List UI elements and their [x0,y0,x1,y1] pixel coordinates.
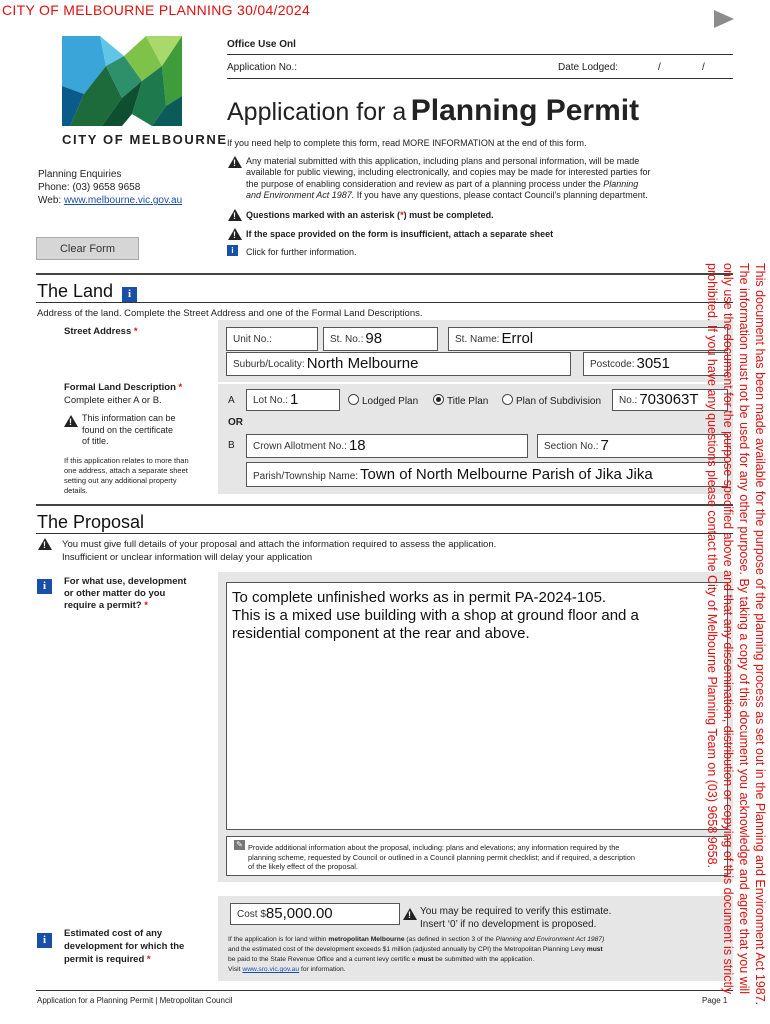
additional-info-line: of the likely effect of the proposal. [248,862,358,872]
notice-line: If you have any questions, please contact Council’s planning department. [354,190,648,201]
city-of-melbourne-logo [62,36,182,126]
planning-stamp: CITY OF MELBOURNE PLANNING 30/04/2024 [2,2,311,18]
footer-title: Application for a Planning Permit | Metropolitan Council [37,996,233,1005]
levy-text: be paid to the State Revenue Office and a current levy certific e [228,956,418,963]
use-question [64,576,186,612]
watermark-line: only use the document for the purpose specified above and that any dissemination, distribution or copying of this document is strictly [721,263,735,994]
or-divider: OR [228,417,243,428]
warning-icon [228,207,242,225]
enquiries-label: Planning Enquiries [38,169,122,180]
certificate-note [82,413,176,448]
warning-icon [38,536,52,554]
notice-act-name: Planning [603,178,639,189]
required-asterisk: * [146,954,151,965]
title-main: Planning Permit [410,94,640,127]
additional-info-line: Provide additional information about the proposal, including: plans and elevations; any information required by the [248,843,620,852]
use-answer-line: residential component at the rear and above. [232,625,530,642]
use-question-line: or other matter do you [64,588,166,599]
title-prefix: Application for a [227,98,407,126]
web-link[interactable]: www.melbourne.vic.gov.au [63,195,183,206]
info-icon[interactable]: i [227,245,238,256]
logo-wordmark: CITY OF MELBOURNE [62,132,228,147]
required-asterisk: * [133,326,138,337]
cost-question-line: Estimated cost of any [64,928,163,939]
verify-note-line: Insert ‘0’ if no development is proposed. [420,919,597,930]
lot-no-label: Lot No.: [253,395,289,407]
web-label: Web: [38,195,62,206]
levy-note [228,935,730,975]
proposal-warning [62,539,496,564]
application-no-label: Application No.: [227,62,298,73]
street-number-value: 98 [365,330,383,347]
notice-line: the purpose of enabling consideration and review as part of a planning process under the [246,178,601,189]
street-address-text: Street Address [64,326,132,337]
proposal-warning-line: You must give full details of your proposal and attach the information required to assess the application. [62,539,497,550]
title-plan-label: Title Plan [447,396,489,407]
levy-text: and the estimated cost of the development exceeds $1 million (adjusted annually by CPI) the Metropolitan Planning Levy [228,946,587,953]
levy-text: be submitted with the application. [433,956,535,963]
click-info-text: Click for further information. [246,247,357,257]
section-no-field[interactable] [537,434,728,458]
plan-of-subdivision-radio[interactable] [502,394,601,407]
option-a-letter: A [228,395,235,406]
lot-no-field[interactable] [246,389,340,411]
certificate-note-line: found on the certificate [82,424,174,435]
clear-form-button[interactable]: Clear Form [36,237,139,260]
date-separator: / [658,62,661,73]
multi-note-line: If this application relates to more than [64,456,189,465]
asterisk-note-text: ) must be completed. [403,210,494,220]
use-answer-line: This is a mixed use building with a shop at ground floor and a [232,607,639,624]
asterisk-symbol: * [400,210,404,220]
verify-note [420,905,611,931]
levy-emphasis: must [417,956,434,963]
public-viewing-notice [246,156,716,202]
street-name-field[interactable] [448,327,728,351]
cost-question-line: development for which the [64,941,185,952]
watermark-line: The information must not be used for any other purpose. By taking a copy of this document you acknowledge and agree that you will [737,263,751,994]
unit-no-label: Unit No.: [233,334,272,346]
use-question-line: require a permit? [64,600,142,611]
parish-field[interactable] [246,462,728,487]
phone-number: Phone: (03) 9658 9658 [38,182,141,193]
street-name-value: Errol [501,330,534,347]
levy-emphasis: must [586,946,603,953]
levy-text: If the application is for land within [228,936,329,943]
cost-label: Cost $ [237,909,266,921]
warning-icon [64,413,78,431]
crown-allotment-label: Crown Allotment No.: [253,441,347,453]
cost-value: 85,000.00 [265,905,333,922]
attachment-icon: ✎ [234,840,245,850]
contact-block [38,168,182,207]
street-name-label: St. Name: [455,334,500,346]
sro-link[interactable]: www.sro.vic.gov.au [242,966,300,973]
postcode-label: Postcode: [590,359,635,371]
lodged-plan-label: Lodged Plan [362,396,419,407]
help-text: If you need help to complete this form, read MORE INFORMATION at the end of this form. [227,138,587,148]
multi-note-line: one address, attach a separate sheet [64,466,188,475]
option-b-letter: B [228,440,235,451]
required-asterisk: * [178,382,183,393]
date-separator: / [702,62,705,73]
cost-question [64,927,184,966]
radio-selected-icon [433,394,444,405]
unit-no-field[interactable] [226,327,318,351]
suburb-field[interactable] [226,352,571,376]
plan-number-label: No.: [619,395,638,407]
section-no-label: Section No.: [544,441,599,453]
use-info-icon[interactable]: i [37,576,52,594]
certificate-note-line: This information can be [82,413,176,423]
land-description: Address of the land. Complete the Street Address and one of the Formal Land Descriptions. [37,308,423,319]
levy-text: (as defined in section 3 of the [404,936,496,943]
notice-act-name: and Environment Act 1987. [246,190,355,201]
proposal-section-title: The Proposal [37,512,145,532]
suburb-value: North Melbourne [306,355,419,372]
radio-icon [348,394,359,405]
asterisk-note [246,210,494,220]
additional-info-text [248,843,726,872]
next-page-arrow-icon[interactable] [714,10,734,28]
warning-icon [228,154,242,172]
postcode-value: 3051 [636,355,670,372]
verify-note-line: You may be required to verify this estimate. [420,906,612,917]
warning-icon [403,906,417,924]
street-number-label: St. No.: [330,334,364,346]
levy-text: for information. [299,966,346,973]
lodged-plan-radio[interactable] [348,394,418,407]
formal-description-label [64,381,182,407]
levy-emphasis: metropolitan Melbourne [328,936,405,943]
use-question-line: For what use, development [64,576,187,587]
formal-description-sub: Complete either A or B. [64,395,162,406]
page-title [227,94,639,128]
levy-act-name: Planning and Environment Act 1987) [495,936,605,943]
multi-note-line: setting out any additional property [64,476,177,485]
multi-note-line: details. [64,486,88,495]
street-address-label [64,326,138,337]
levy-text: Visit [228,966,243,973]
proposal-warning-line: Insufficient or unclear information will delay your application [62,551,313,563]
plan-of-subdivision-label: Plan of Subdivision [516,396,602,407]
radio-icon [502,394,513,405]
office-use-heading: Office Use Onl [227,39,296,50]
street-number-field[interactable] [323,327,438,351]
suburb-label: Suburb/Locality: [233,359,305,371]
formal-description-text: Formal Land Description [64,382,176,393]
warning-icon [228,226,242,244]
page-number: Page 1 [702,996,728,1005]
notice-line: available for public viewing, including electronically, and copies may be made for interested parties for [246,167,651,178]
lot-no-value: 1 [290,391,299,408]
use-answer-line: To complete unfinished works as in permit PA-2024-105. [232,589,607,606]
plan-number-value: 703063T [639,391,699,408]
additional-info-line: planning scheme, requested by Council or outlined in a Council planning permit checklist; and if required, a description [248,852,635,862]
crown-allotment-field[interactable] [246,434,528,458]
title-plan-radio[interactable] [433,394,488,407]
cost-field[interactable] [230,903,400,925]
watermark-line: This document has been made available for the purpose of the planning process as set out in the Planning and Environment Act 1987. [753,263,767,1006]
land-info-icon[interactable]: i [122,284,137,302]
crown-allotment-value: 18 [348,437,366,454]
land-section-title: The Land [37,281,114,301]
parish-label: Parish/Township Name: [253,470,359,482]
cost-question-line: permit is required [64,954,145,965]
cost-info-icon[interactable]: i [37,930,52,948]
date-lodged-label: Date Lodged: [558,62,619,73]
multiple-address-note [64,456,216,496]
watermark-line: prohibited. If you have any questions please contact the City of Melbourne Planning Team on (03) 9658 9658. [705,263,719,869]
required-asterisk: * [144,600,148,611]
parish-value: Town of North Melbourne Parish of Jika Jika [360,466,653,483]
section-no-value: 7 [600,437,609,454]
space-note: If the space provided on the form is insufficient, attach a separate sheet [246,229,554,239]
asterisk-note-text: Questions marked with an asterisk ( [246,210,401,220]
notice-line: Any material submitted with this application, including plans and personal information, will be made [246,156,640,166]
use-answer-textarea[interactable] [226,582,728,830]
certificate-note-line: of title. [82,436,109,446]
